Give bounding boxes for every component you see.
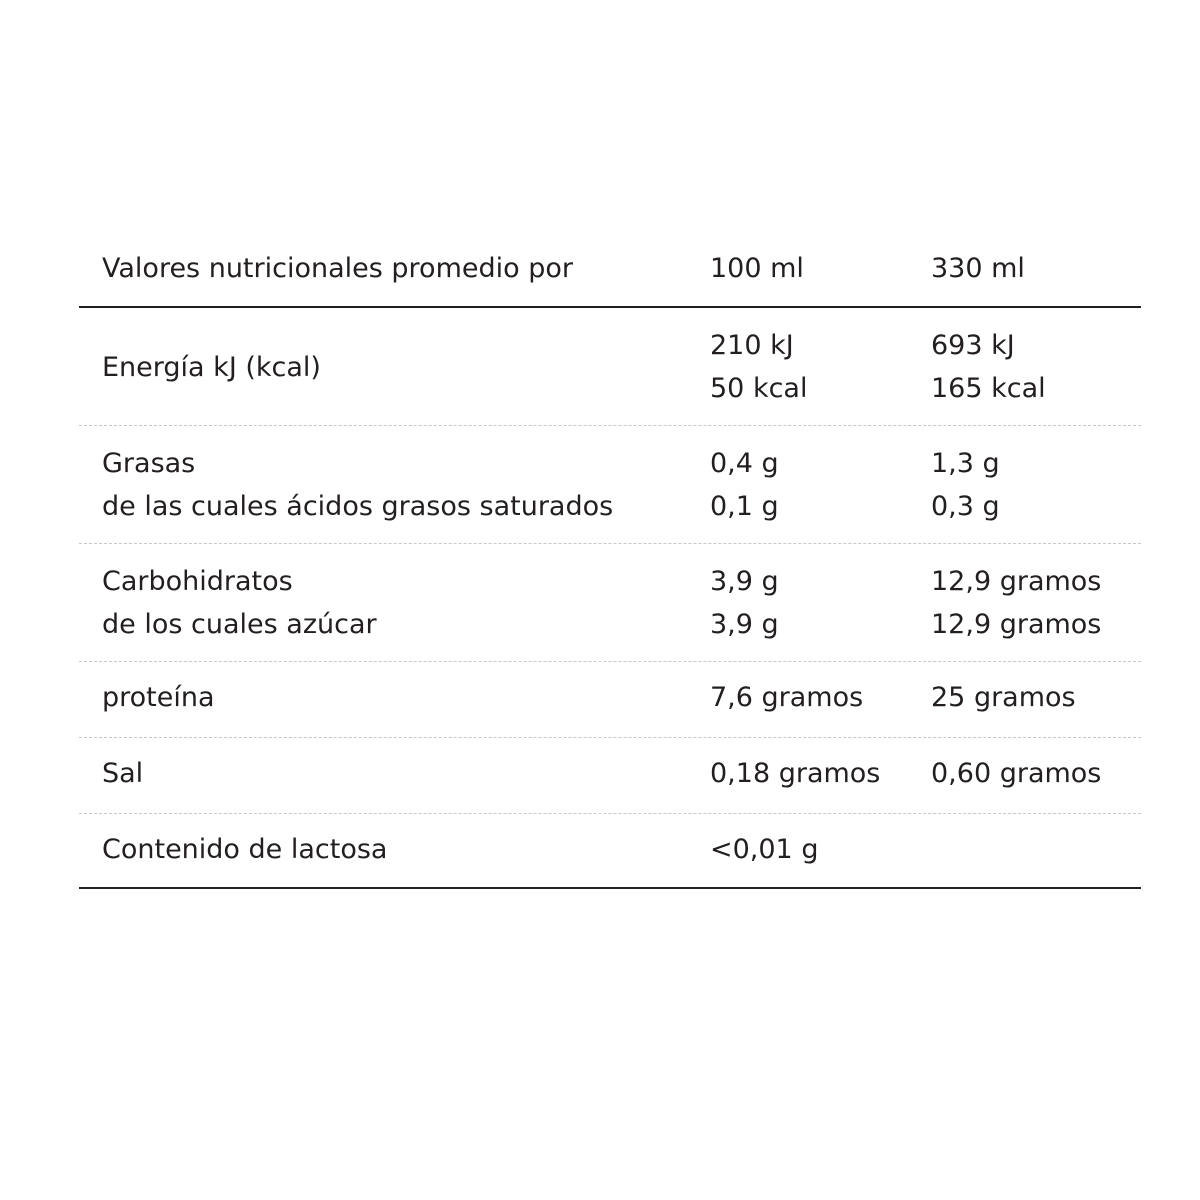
value-line: 1,3 g [931,448,1000,479]
table-row-grasas [79,426,1141,544]
row-value-100ml [710,324,931,410]
table-row-lactosa [79,814,1141,889]
row-label-cell [79,324,710,389]
row-value-100ml [710,442,931,528]
row-label-cell [79,560,710,646]
row-value-100ml [710,560,931,646]
header-col-100ml: 100 ml [710,253,804,284]
row-sublabel: de las cuales ácidos grasos saturados [102,491,614,522]
row-label: Grasas [102,448,196,479]
row-label: Carbohidratos [102,566,293,597]
row-sublabel: de los cuales azúcar [102,609,377,640]
value-line: 12,9 gramos [931,609,1102,640]
row-label-cell [79,442,710,528]
row-label: Sal [102,758,144,789]
table-row-energia [79,308,1141,426]
row-value-100ml: 0,18 gramos [710,758,881,789]
value-line: 165 kcal [931,373,1046,404]
header-col-330ml: 330 ml [931,253,1025,284]
row-value-330ml [931,560,1141,646]
nutrition-table [79,240,1141,889]
table-row-proteina [79,662,1141,738]
value-line: 3,9 g [710,566,779,597]
row-label: Energía kJ (kcal) [102,352,321,383]
row-label: proteína [102,682,215,713]
row-value-330ml [931,442,1141,528]
table-row-carbohidratos [79,544,1141,662]
value-line: 210 kJ [710,330,794,361]
value-line: 12,9 gramos [931,566,1102,597]
row-value-330ml: 25 gramos [931,682,1076,713]
table-row-sal [79,738,1141,814]
value-line: 3,9 g [710,609,779,640]
header-label: Valores nutricionales promedio por [102,253,573,284]
value-line: 0,3 g [931,491,1000,522]
row-value-100ml: <0,01 g [710,834,819,865]
row-value-330ml [931,324,1141,410]
row-value-330ml: 0,60 gramos [931,758,1102,789]
value-line: 0,1 g [710,491,779,522]
value-line: 50 kcal [710,373,808,404]
table-header-row [79,240,1141,308]
value-line: 693 kJ [931,330,1015,361]
value-line: 0,4 g [710,448,779,479]
row-value-100ml: 7,6 gramos [710,682,864,713]
row-label: Contenido de lactosa [102,834,388,865]
